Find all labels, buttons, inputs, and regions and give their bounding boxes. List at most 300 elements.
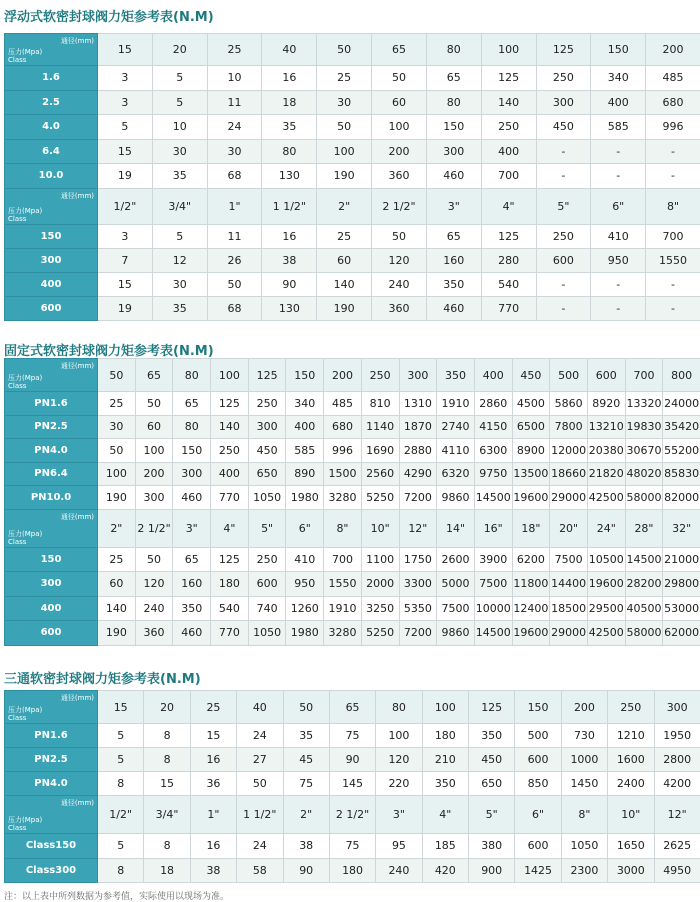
value-cell: 185 bbox=[422, 834, 468, 859]
value-cell: 8 bbox=[144, 748, 190, 772]
value-cell: 5 bbox=[98, 115, 153, 140]
value-cell: 996 bbox=[324, 439, 362, 463]
size-cell: 8" bbox=[646, 188, 700, 224]
value-cell: 6300 bbox=[474, 439, 512, 463]
value-cell: 38 bbox=[262, 248, 317, 272]
value-cell: 13320 bbox=[625, 392, 663, 416]
value-cell: 58000 bbox=[625, 486, 663, 510]
value-cell: 400 bbox=[211, 462, 249, 486]
section-title-three-way: 三通软密封球阀力矩参考表(N.M) bbox=[4, 668, 201, 687]
value-cell: 130 bbox=[262, 164, 317, 189]
value-cell: 1140 bbox=[361, 415, 399, 439]
value-cell: 410 bbox=[286, 547, 324, 572]
row-label: 1.6 bbox=[5, 66, 98, 91]
value-cell: 160 bbox=[173, 572, 211, 597]
value-cell: 100 bbox=[135, 439, 173, 463]
value-cell: 680 bbox=[324, 415, 362, 439]
value-cell: 50 bbox=[98, 439, 136, 463]
table-row bbox=[5, 621, 700, 646]
value-cell: 58000 bbox=[625, 621, 663, 646]
header-corner-cell bbox=[5, 34, 98, 66]
value-cell: 7500 bbox=[474, 572, 512, 597]
value-cell: 27 bbox=[237, 748, 283, 772]
table-row bbox=[5, 415, 700, 439]
value-cell: 1425 bbox=[515, 858, 561, 883]
value-cell: 16 bbox=[262, 66, 317, 91]
value-cell: 950 bbox=[591, 248, 646, 272]
value-cell: 42500 bbox=[587, 486, 625, 510]
size-cell: 5" bbox=[469, 796, 515, 834]
size-cell: 450 bbox=[512, 359, 550, 392]
size-cell: 250 bbox=[361, 359, 399, 392]
value-cell: 36 bbox=[190, 772, 236, 796]
value-cell: 6320 bbox=[437, 462, 475, 486]
value-cell: 1260 bbox=[286, 596, 324, 621]
size-cell: 300 bbox=[399, 359, 437, 392]
value-cell: 14500 bbox=[625, 547, 663, 572]
size-cell: 1/2" bbox=[98, 796, 144, 834]
value-cell: - bbox=[646, 272, 700, 296]
row-label: 300 bbox=[5, 572, 98, 597]
inch-size-header-row bbox=[5, 509, 700, 547]
value-cell: 240 bbox=[372, 272, 427, 296]
row-label: PN2.5 bbox=[5, 415, 98, 439]
value-cell: 1600 bbox=[608, 748, 654, 772]
value-cell: 1000 bbox=[561, 748, 607, 772]
value-cell: 35 bbox=[152, 296, 207, 320]
value-cell: 30 bbox=[207, 139, 262, 164]
size-cell: 65 bbox=[329, 691, 375, 724]
size-cell: 25 bbox=[190, 691, 236, 724]
value-cell: 7200 bbox=[399, 621, 437, 646]
size-cell: 6" bbox=[286, 509, 324, 547]
value-cell: 3900 bbox=[474, 547, 512, 572]
value-cell: 125 bbox=[211, 547, 249, 572]
size-cell: 12" bbox=[654, 796, 700, 834]
value-cell: 210 bbox=[422, 748, 468, 772]
size-cell: 125 bbox=[469, 691, 515, 724]
value-cell: 12400 bbox=[512, 596, 550, 621]
size-cell: 2 1/2" bbox=[329, 796, 375, 834]
size-cell: 1" bbox=[190, 796, 236, 834]
value-cell: 300 bbox=[248, 415, 286, 439]
value-cell: 600 bbox=[248, 572, 286, 597]
size-cell: 80 bbox=[376, 691, 422, 724]
value-cell: 420 bbox=[422, 858, 468, 883]
size-cell: 10" bbox=[361, 509, 399, 547]
value-cell: 450 bbox=[469, 748, 515, 772]
value-cell: 950 bbox=[286, 572, 324, 597]
size-cell: 2" bbox=[283, 796, 329, 834]
value-cell: 410 bbox=[591, 224, 646, 248]
row-label: Class300 bbox=[5, 858, 98, 883]
value-cell: 890 bbox=[286, 462, 324, 486]
size-cell: 20 bbox=[144, 691, 190, 724]
value-cell: 18500 bbox=[550, 596, 588, 621]
inch-size-header-row bbox=[5, 796, 700, 834]
value-cell: 100 bbox=[98, 462, 136, 486]
row-label: PN2.5 bbox=[5, 748, 98, 772]
value-cell: - bbox=[536, 164, 591, 189]
value-cell: 1550 bbox=[324, 572, 362, 597]
pressure-header: 压力(Mpa) bbox=[8, 48, 42, 56]
value-cell: 19600 bbox=[512, 486, 550, 510]
value-cell: 200 bbox=[135, 462, 173, 486]
row-label: 10.0 bbox=[5, 164, 98, 189]
size-cell: 100 bbox=[481, 34, 536, 66]
table-row bbox=[5, 572, 700, 597]
table-row bbox=[5, 439, 700, 463]
value-cell: 460 bbox=[173, 621, 211, 646]
row-label: PN4.0 bbox=[5, 439, 98, 463]
value-cell: 10500 bbox=[587, 547, 625, 572]
value-cell: - bbox=[591, 272, 646, 296]
value-cell: 770 bbox=[211, 621, 249, 646]
value-cell: 2880 bbox=[399, 439, 437, 463]
value-cell: 24 bbox=[237, 834, 283, 859]
value-cell: 75 bbox=[329, 834, 375, 859]
table-row bbox=[5, 596, 700, 621]
pressure-header: 压力(Mpa) bbox=[8, 207, 42, 215]
header-corner-cell bbox=[5, 691, 98, 724]
value-cell: 50 bbox=[135, 547, 173, 572]
size-cell: 200 bbox=[561, 691, 607, 724]
value-cell: 360 bbox=[372, 296, 427, 320]
class-header: Class bbox=[8, 538, 26, 546]
value-cell: 13210 bbox=[587, 415, 625, 439]
table-row bbox=[5, 139, 700, 164]
value-cell: 1980 bbox=[286, 486, 324, 510]
size-cell: 20 bbox=[152, 34, 207, 66]
value-cell: 1050 bbox=[248, 486, 286, 510]
value-cell: 4500 bbox=[512, 392, 550, 416]
value-cell: 200 bbox=[372, 139, 427, 164]
value-cell: 1050 bbox=[248, 621, 286, 646]
value-cell: 120 bbox=[135, 572, 173, 597]
value-cell: 8 bbox=[144, 834, 190, 859]
value-cell: 180 bbox=[329, 858, 375, 883]
value-cell: 5000 bbox=[437, 572, 475, 597]
table-row bbox=[5, 462, 700, 486]
value-cell: 14500 bbox=[474, 486, 512, 510]
size-cell: 150 bbox=[286, 359, 324, 392]
value-cell: 30 bbox=[98, 415, 136, 439]
value-cell: 26 bbox=[207, 248, 262, 272]
value-cell: 3300 bbox=[399, 572, 437, 597]
value-cell: 190 bbox=[98, 486, 136, 510]
footnote: 注：以上表中所列数据为参考值，实际使用以现场为准。 bbox=[4, 889, 229, 902]
value-cell: 35 bbox=[262, 115, 317, 140]
value-cell: 700 bbox=[646, 224, 700, 248]
value-cell: - bbox=[591, 164, 646, 189]
value-cell: 25 bbox=[98, 392, 136, 416]
value-cell: 585 bbox=[591, 115, 646, 140]
value-cell: 340 bbox=[591, 66, 646, 91]
value-cell: 16 bbox=[262, 224, 317, 248]
size-cell: 4" bbox=[211, 509, 249, 547]
value-cell: 280 bbox=[481, 248, 536, 272]
value-cell: 1210 bbox=[608, 724, 654, 748]
value-cell: 20380 bbox=[587, 439, 625, 463]
value-cell: 65 bbox=[173, 392, 211, 416]
table-row bbox=[5, 547, 700, 572]
size-cell: 250 bbox=[608, 691, 654, 724]
size-cell: 1 1/2" bbox=[237, 796, 283, 834]
value-cell: 7800 bbox=[550, 415, 588, 439]
size-cell: 80 bbox=[426, 34, 481, 66]
fixed-ball-valve-torque-table bbox=[4, 358, 700, 646]
value-cell: 650 bbox=[469, 772, 515, 796]
value-cell: 68 bbox=[207, 296, 262, 320]
value-cell: 450 bbox=[248, 439, 286, 463]
value-cell: 1650 bbox=[608, 834, 654, 859]
value-cell: 350 bbox=[469, 724, 515, 748]
value-cell: 19600 bbox=[587, 572, 625, 597]
value-cell: 30 bbox=[317, 90, 372, 115]
row-label: PN6.4 bbox=[5, 462, 98, 486]
value-cell: 8 bbox=[144, 724, 190, 748]
value-cell: 80 bbox=[426, 90, 481, 115]
value-cell: 30670 bbox=[625, 439, 663, 463]
size-cell: 5" bbox=[536, 188, 591, 224]
value-cell: 15 bbox=[98, 139, 153, 164]
table-row bbox=[5, 272, 700, 296]
value-cell: - bbox=[536, 272, 591, 296]
header-corner-cell bbox=[5, 359, 98, 392]
value-cell: 13500 bbox=[512, 462, 550, 486]
nominal-diameter-header: 通径(mm) bbox=[61, 362, 94, 370]
value-cell: 8 bbox=[98, 858, 144, 883]
value-cell: 75 bbox=[329, 724, 375, 748]
value-cell: 25 bbox=[317, 224, 372, 248]
value-cell: 2300 bbox=[561, 858, 607, 883]
value-cell: 850 bbox=[515, 772, 561, 796]
value-cell: 9860 bbox=[437, 621, 475, 646]
value-cell: 18 bbox=[144, 858, 190, 883]
value-cell: 460 bbox=[426, 296, 481, 320]
value-cell: 14400 bbox=[550, 572, 588, 597]
value-cell: 125 bbox=[211, 392, 249, 416]
size-cell: 40 bbox=[262, 34, 317, 66]
row-label: 400 bbox=[5, 272, 98, 296]
value-cell: 810 bbox=[361, 392, 399, 416]
value-cell: 15 bbox=[190, 724, 236, 748]
value-cell: 2860 bbox=[474, 392, 512, 416]
value-cell: 540 bbox=[211, 596, 249, 621]
table-row bbox=[5, 858, 700, 883]
value-cell: 140 bbox=[98, 596, 136, 621]
value-cell: 65 bbox=[173, 547, 211, 572]
value-cell: 2625 bbox=[654, 834, 700, 859]
size-header-row bbox=[5, 34, 700, 66]
size-cell: 50 bbox=[98, 359, 136, 392]
value-cell: 485 bbox=[324, 392, 362, 416]
table-row bbox=[5, 486, 700, 510]
size-cell: 500 bbox=[550, 359, 588, 392]
value-cell: 29000 bbox=[550, 621, 588, 646]
value-cell: 4200 bbox=[654, 772, 700, 796]
table-row bbox=[5, 724, 700, 748]
table-row bbox=[5, 248, 700, 272]
value-cell: 340 bbox=[286, 392, 324, 416]
value-cell: 24 bbox=[207, 115, 262, 140]
size-cell: 32" bbox=[663, 509, 700, 547]
value-cell: 250 bbox=[536, 224, 591, 248]
nominal-diameter-header: 通径(mm) bbox=[61, 799, 94, 807]
value-cell: 140 bbox=[317, 272, 372, 296]
value-cell: 5 bbox=[152, 224, 207, 248]
value-cell: 400 bbox=[286, 415, 324, 439]
size-cell: 15 bbox=[98, 691, 144, 724]
value-cell: 15 bbox=[144, 772, 190, 796]
value-cell: 5250 bbox=[361, 621, 399, 646]
value-cell: 460 bbox=[173, 486, 211, 510]
size-cell: 125 bbox=[248, 359, 286, 392]
value-cell: 1550 bbox=[646, 248, 700, 272]
row-label: 150 bbox=[5, 224, 98, 248]
value-cell: 2800 bbox=[654, 748, 700, 772]
value-cell: 740 bbox=[248, 596, 286, 621]
value-cell: 1450 bbox=[561, 772, 607, 796]
nominal-diameter-header: 通径(mm) bbox=[61, 37, 94, 45]
value-cell: 350 bbox=[422, 772, 468, 796]
value-cell: 25 bbox=[98, 547, 136, 572]
value-cell: 3280 bbox=[324, 621, 362, 646]
value-cell: 700 bbox=[481, 164, 536, 189]
value-cell: 1500 bbox=[324, 462, 362, 486]
table-row bbox=[5, 90, 700, 115]
value-cell: 300 bbox=[536, 90, 591, 115]
row-label: PN1.6 bbox=[5, 392, 98, 416]
floating-ball-valve-torque-table bbox=[4, 33, 700, 321]
value-cell: 2740 bbox=[437, 415, 475, 439]
value-cell: 5250 bbox=[361, 486, 399, 510]
value-cell: 1950 bbox=[654, 724, 700, 748]
value-cell: 18 bbox=[262, 90, 317, 115]
value-cell: 35 bbox=[152, 164, 207, 189]
value-cell: 1100 bbox=[361, 547, 399, 572]
size-cell: 1 1/2" bbox=[262, 188, 317, 224]
value-cell: 60 bbox=[372, 90, 427, 115]
value-cell: 53000 bbox=[663, 596, 700, 621]
header-corner-cell bbox=[5, 509, 98, 547]
value-cell: 11 bbox=[207, 224, 262, 248]
row-label: Class150 bbox=[5, 834, 98, 859]
class-header: Class bbox=[8, 382, 26, 390]
size-cell: 65 bbox=[135, 359, 173, 392]
value-cell: 250 bbox=[211, 439, 249, 463]
row-label: 150 bbox=[5, 547, 98, 572]
value-cell: 29500 bbox=[587, 596, 625, 621]
value-cell: 45 bbox=[283, 748, 329, 772]
size-cell: 12" bbox=[399, 509, 437, 547]
value-cell: 19600 bbox=[512, 621, 550, 646]
size-cell: 8" bbox=[324, 509, 362, 547]
value-cell: 5 bbox=[98, 834, 144, 859]
size-cell: 2 1/2" bbox=[372, 188, 427, 224]
value-cell: 30 bbox=[152, 272, 207, 296]
value-cell: 360 bbox=[372, 164, 427, 189]
value-cell: 18660 bbox=[550, 462, 588, 486]
size-cell: 50 bbox=[317, 34, 372, 66]
size-cell: 350 bbox=[437, 359, 475, 392]
value-cell: 6500 bbox=[512, 415, 550, 439]
value-cell: 50 bbox=[207, 272, 262, 296]
row-label: 4.0 bbox=[5, 115, 98, 140]
value-cell: 1690 bbox=[361, 439, 399, 463]
value-cell: 680 bbox=[646, 90, 700, 115]
value-cell: 5350 bbox=[399, 596, 437, 621]
three-way-ball-valve-torque-table bbox=[4, 690, 700, 883]
value-cell: 240 bbox=[135, 596, 173, 621]
value-cell: 5 bbox=[152, 90, 207, 115]
value-cell: 65 bbox=[426, 66, 481, 91]
value-cell: 28200 bbox=[625, 572, 663, 597]
size-cell: 25 bbox=[207, 34, 262, 66]
value-cell: 50 bbox=[317, 115, 372, 140]
value-cell: 250 bbox=[536, 66, 591, 91]
value-cell: 485 bbox=[646, 66, 700, 91]
size-cell: 125 bbox=[536, 34, 591, 66]
value-cell: 60 bbox=[135, 415, 173, 439]
value-cell: 1870 bbox=[399, 415, 437, 439]
value-cell: 50 bbox=[237, 772, 283, 796]
table-row bbox=[5, 224, 700, 248]
row-label: PN4.0 bbox=[5, 772, 98, 796]
size-cell: 10" bbox=[608, 796, 654, 834]
class-header: Class bbox=[8, 56, 26, 64]
table-row bbox=[5, 66, 700, 91]
value-cell: 220 bbox=[376, 772, 422, 796]
value-cell: 42500 bbox=[587, 621, 625, 646]
value-cell: 730 bbox=[561, 724, 607, 748]
value-cell: 3 bbox=[98, 90, 153, 115]
value-cell: 300 bbox=[135, 486, 173, 510]
pressure-header: 压力(Mpa) bbox=[8, 374, 42, 382]
value-cell: 900 bbox=[469, 858, 515, 883]
value-cell: 585 bbox=[286, 439, 324, 463]
value-cell: 2600 bbox=[437, 547, 475, 572]
value-cell: 250 bbox=[481, 115, 536, 140]
value-cell: 770 bbox=[481, 296, 536, 320]
value-cell: 16 bbox=[190, 834, 236, 859]
value-cell: 770 bbox=[211, 486, 249, 510]
size-cell: 3/4" bbox=[144, 796, 190, 834]
table-row bbox=[5, 296, 700, 320]
value-cell: 460 bbox=[426, 164, 481, 189]
size-cell: 80 bbox=[173, 359, 211, 392]
class-header: Class bbox=[8, 714, 26, 722]
value-cell: 3 bbox=[98, 224, 153, 248]
value-cell: 24000 bbox=[663, 392, 700, 416]
value-cell: 10 bbox=[207, 66, 262, 91]
row-label: 600 bbox=[5, 621, 98, 646]
value-cell: 19 bbox=[98, 296, 153, 320]
value-cell: 120 bbox=[372, 248, 427, 272]
size-cell: 6" bbox=[591, 188, 646, 224]
value-cell: 160 bbox=[426, 248, 481, 272]
value-cell: 4290 bbox=[399, 462, 437, 486]
size-cell: 700 bbox=[625, 359, 663, 392]
value-cell: 35 bbox=[283, 724, 329, 748]
value-cell: 38 bbox=[190, 858, 236, 883]
value-cell: 100 bbox=[376, 724, 422, 748]
nominal-diameter-header: 通径(mm) bbox=[61, 694, 94, 702]
value-cell: 10 bbox=[152, 115, 207, 140]
value-cell: 12 bbox=[152, 248, 207, 272]
pressure-header: 压力(Mpa) bbox=[8, 530, 42, 538]
value-cell: 14500 bbox=[474, 621, 512, 646]
